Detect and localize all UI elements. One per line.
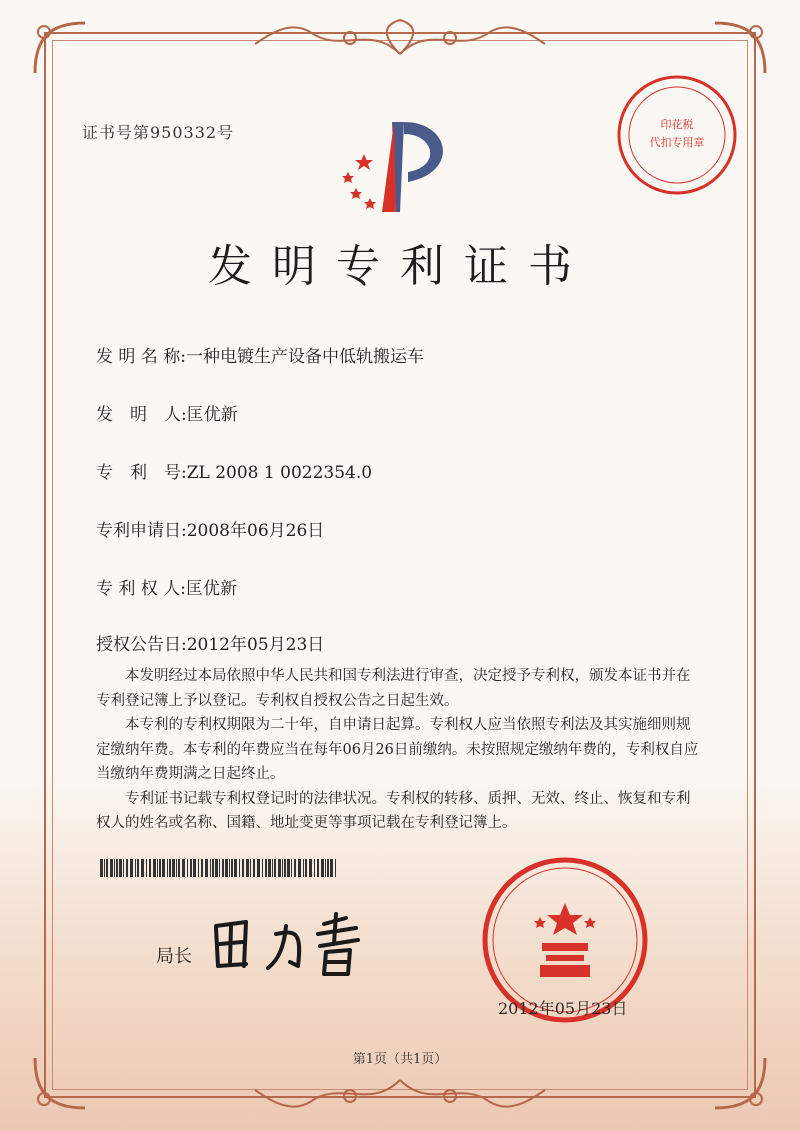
field-inventor [96,400,238,425]
barcode-bar [284,859,286,877]
svg-text:印花税: 印花税 [660,118,694,131]
barcode-bar [314,859,315,877]
barcode-bar [106,859,108,877]
barcode-bar [149,859,151,877]
barcode-bar [229,859,230,877]
barcode-bar [169,859,171,877]
barcode-bar [234,859,237,877]
director-label: 局长 [156,946,192,967]
corner-ornament-tr [710,18,770,78]
field-value: 匡优新 [186,405,238,425]
barcode-bar [309,859,312,877]
barcode-bar [253,859,255,877]
certificate-body [96,664,700,836]
barcode-bar [257,859,260,877]
barcode-bar [201,859,203,877]
field-value: 一种电镀生产设备中低轨搬运车 [185,347,424,367]
barcode-bar [159,859,161,877]
field-label: 专 利 权 人: [96,579,186,599]
barcode-bar [178,859,180,877]
seal-date: 2012年05月23日 [498,999,628,1018]
field-label: 发 明 名 称: [96,347,186,367]
barcode-bar [130,859,133,877]
barcode-bar [274,859,276,877]
barcode-bar [330,859,333,877]
barcode-bar [303,859,304,877]
barcode-bar [167,859,168,877]
barcode-bar [291,859,292,877]
barcode-bar [205,859,208,877]
barcode-bar [239,859,240,877]
field-label: 专 利 号: [96,463,187,483]
barcode-bar [104,859,105,877]
barcode-bar [287,859,290,877]
svg-text:代扣专用章: 代扣专用章 [649,136,705,149]
barcode-bar [246,859,249,877]
barcode-bar [193,859,196,877]
barcode-bar [100,859,103,877]
barcode-bar [212,859,214,877]
barcode-bar [123,859,124,877]
barcode-bar [265,859,267,877]
barcode-bar [153,859,156,877]
page-footer: 第1页（共1页） [352,1052,448,1067]
field-value: 2008年06月26日 [186,521,325,541]
bottom-ornament [250,1070,550,1120]
field-application-date [96,516,324,541]
field-patent-number [96,458,372,483]
barcode-bar [321,859,324,877]
barcode-bar [135,859,136,877]
barcode-bar [305,859,307,877]
top-ornament [250,14,550,64]
barcode-bar [272,859,273,877]
barcode-bar [137,859,139,877]
barcode-bar [176,859,177,877]
barcode-bar [126,859,128,877]
barcode-bar [210,859,211,877]
barcode-bar [278,859,281,877]
barcode-bar [157,859,158,877]
barcode-bar [282,859,283,877]
barcode [100,859,340,877]
barcode-bar [110,859,113,877]
barcode-bar [141,859,144,877]
body-paragraph: 本发明经过本局依照中华人民共和国专利法进行审查，决定授予专利权，颁发本证书并在专利登记簿上予以登记。专利权自授权公告之日起生效。 [96,668,691,709]
corner-ornament-tl [30,18,90,78]
field-value: 匡优新 [185,579,237,599]
certificate-number: 证书号第950332号 [82,123,235,142]
barcode-bar [219,859,220,877]
director-signature [206,904,386,984]
barcode-bar [222,859,224,877]
field-value: ZL 2008 1 0022354.0 [186,463,373,483]
barcode-bar [187,859,188,877]
field-patentee [96,574,237,599]
field-invention-name [96,342,424,367]
barcode-bar [231,859,233,877]
body-paragraph: 本专利的专利权期限为二十年，自申请日起算。专利权人应当依照专利法及其实施细则规定缴纳年费。本专利的年费应当在每年06月26日前缴纳。未按照规定缴纳年费的，专利权自应当缴纳年费期满之日起终止。 [96,717,699,782]
barcode-bar [262,859,263,877]
barcode-bar [162,859,165,877]
barcode-bar [172,859,175,877]
field-label: 专利申请日: [96,521,187,541]
barcode-bar [268,859,271,877]
barcode-bar [116,859,118,877]
barcode-bar [317,859,319,877]
barcode-bar [327,859,329,877]
barcode-bar [294,859,296,877]
barcode-bar [225,859,228,877]
barcode-bar [190,859,192,877]
barcode-bar [325,859,326,877]
barcode-bar [198,859,199,877]
barcode-bar [242,859,244,877]
field-label: 授权公告日: [96,635,187,655]
patent-office-logo [330,112,470,224]
barcode-bar [335,859,336,877]
field-grant-date [96,630,324,655]
barcode-bar [114,859,115,877]
tax-stamp-seal [612,70,742,200]
barcode-bar [215,859,218,877]
barcode-bar [298,859,301,877]
certificate-title: 发明专利证书 [208,241,592,292]
barcode-bar [119,859,122,877]
barcode-bar [182,859,185,877]
field-value: 2012年05月23日 [186,635,325,655]
barcode-bar [250,859,251,877]
barcode-bar [146,859,147,877]
body-paragraph: 专利证书记载专利权登记时的法律状况。专利权的转移、质押、无效、终止、恢复和专利权人的姓名或名称、国籍、地址变更等事项记载在专利登记簿上。 [96,790,691,831]
field-label: 发 明 人: [96,405,187,425]
